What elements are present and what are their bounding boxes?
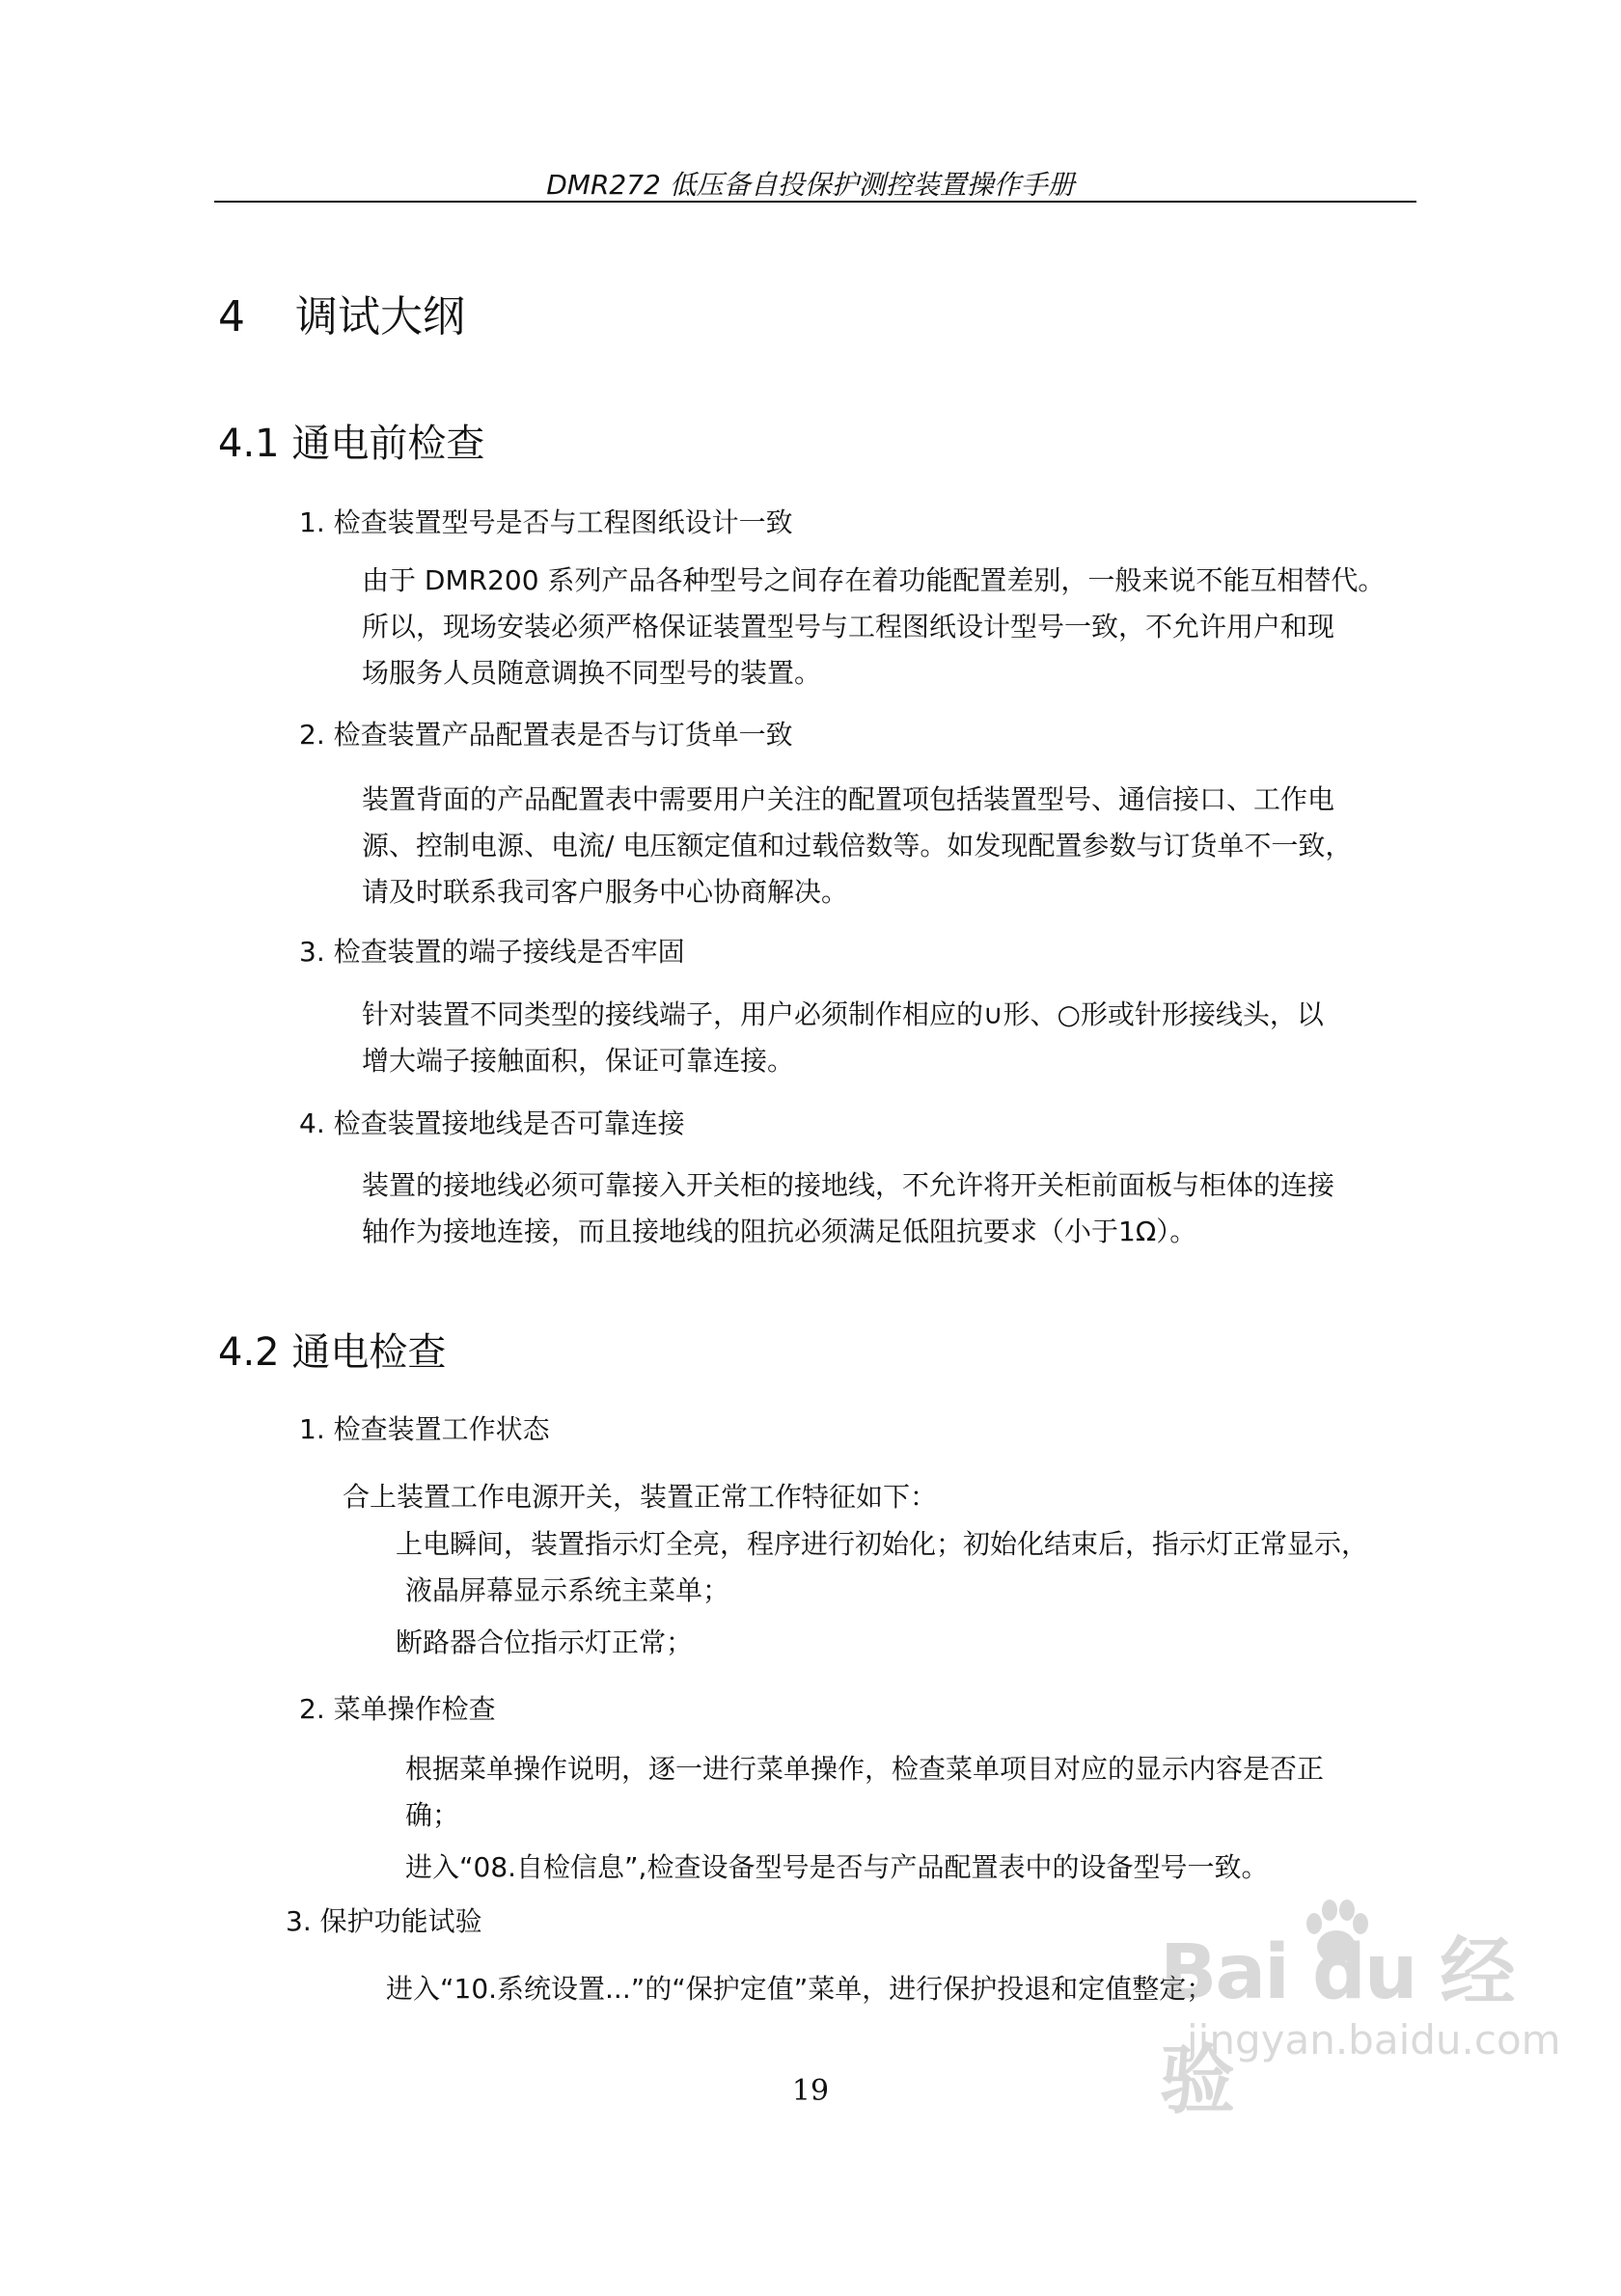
text-line: 装置背面的产品配置表中需要用户关注的配置项包括装置型号、通信接口、工作电: [362, 783, 1335, 815]
running-header: DMR272 低压备自投保护测控装置操作手册: [546, 169, 1075, 201]
section-heading-4-1: 4.1 通电前检查: [218, 422, 485, 466]
text-line: 所以，现场安装必须严格保证装置型号与工程图纸设计型号一致，不允许用户和现: [362, 611, 1335, 642]
list-item-label: 2. 检查装置产品配置表是否与订货单一致: [299, 719, 793, 751]
list-item-label: 1. 检查装置工作状态: [299, 1413, 550, 1445]
text-line: 进入“08.自检信息”,检查设备型号是否与产品配置表中的设备型号一致。: [405, 1851, 1269, 1883]
text-line: 装置的接地线必须可靠接入开关柜的接地线，不允许将开关柜前面板与柜体的连接: [362, 1169, 1335, 1201]
text-line: 断路器合位指示灯正常；: [396, 1626, 694, 1658]
chapter-number: 4: [218, 292, 245, 342]
paragraph: [362, 992, 1438, 1084]
paragraph: [362, 1162, 1438, 1255]
list-item-label: 4. 检查装置接地线是否可靠连接: [299, 1107, 685, 1139]
watermark-url: jingyan.baidu.com: [1187, 2016, 1561, 2064]
page-number: 19: [791, 2074, 830, 2108]
text-line: 场服务人员随意调换不同型号的装置。: [362, 657, 822, 689]
baidu-jingyan-watermark: [1148, 1891, 1563, 2124]
text-line: 源、控制电源、电流/ 电压额定值和过载倍数等。如发现配置参数与订货单不一致，: [362, 830, 1353, 861]
text-line: 进入“10.系统设置...”的“保护定值”菜单，进行保护投退和定值整定；: [386, 1973, 1214, 2005]
text-line: 请及时联系我司客户服务中心协商解决。: [362, 876, 849, 908]
text-line: 液晶屏幕显示系统主菜单；: [405, 1574, 730, 1606]
text-line: 增大端子接触面积，保证可靠连接。: [362, 1045, 795, 1077]
paragraph: [362, 777, 1438, 916]
intro-text: 合上装置工作电源开关，装置正常工作特征如下：: [343, 1481, 938, 1513]
section-heading-4-2: 4.2 通电检查: [218, 1330, 447, 1375]
paragraph: [362, 558, 1438, 697]
text-line: 上电瞬间，装置指示灯全亮，程序进行初始化；初始化结束后，指示灯正常显示，: [396, 1528, 1369, 1560]
watermark-logo: Bai du 经验: [1160, 1929, 1514, 2124]
list-item-label: 3. 保护功能试验: [286, 1905, 482, 1937]
paragraph: [396, 1521, 1418, 1666]
list-item-label: 1. 检查装置型号是否与工程图纸设计一致: [299, 506, 793, 538]
paragraph: [405, 1746, 1418, 1891]
text-line: 确；: [405, 1799, 460, 1831]
list-item-label: 3. 检查装置的端子接线是否牢固: [299, 936, 685, 968]
text-line: 根据菜单操作说明，逐一进行菜单操作，检查菜单项目对应的显示内容是否正: [405, 1753, 1325, 1785]
text-line: 由于 DMR200 系列产品各种型号之间存在着功能配置差别，一般来说不能互相替代。: [362, 564, 1386, 596]
text-line: 针对装置不同类型的接线端子，用户必须制作相应的∪形、○形或针形接线头，以: [362, 998, 1324, 1030]
header-rule: [214, 201, 1416, 203]
chapter-heading: [218, 282, 465, 343]
list-item-label: 2. 菜单操作检查: [299, 1693, 496, 1725]
text-line: 轴作为接地连接，而且接地线的阻抗必须满足低阻抗要求（小于1Ω）。: [362, 1216, 1197, 1247]
chapter-title: 调试大纲: [295, 292, 465, 342]
